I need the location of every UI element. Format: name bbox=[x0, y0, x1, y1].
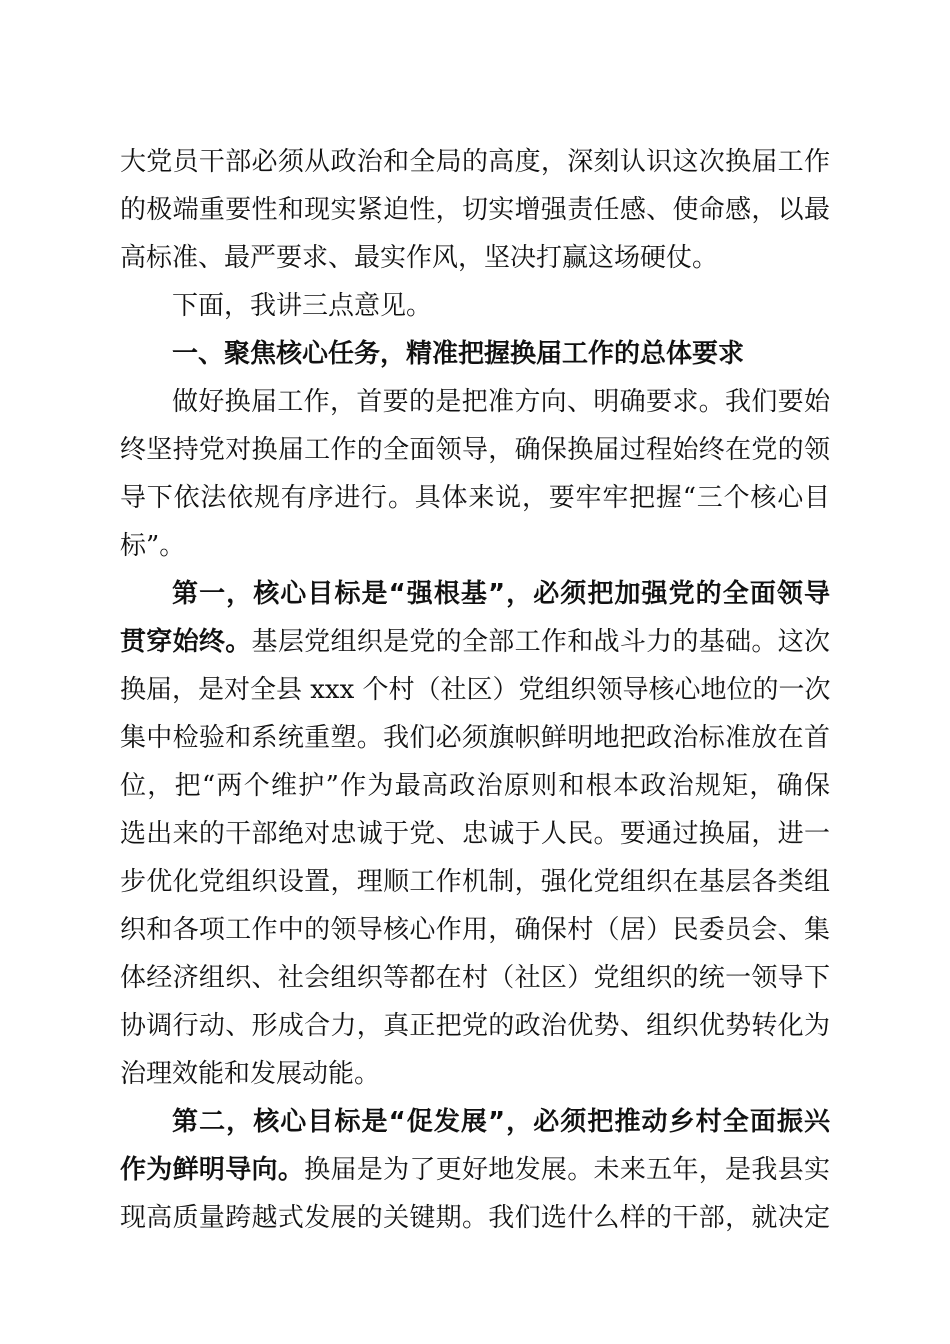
paragraph-line: 选出来的干部绝对忠诚于党、忠诚于人民。要通过换届，进一 bbox=[120, 819, 830, 849]
paragraph-line: 位，把“两个维护”作为最高政治原则和根本政治规矩，确保 bbox=[120, 771, 830, 801]
paragraph-line: 现高质量跨越式发展的关键期。我们选什么样的干部，就决定 bbox=[120, 1203, 830, 1233]
subheading-line: 第二，核心目标是“促发展”，必须把推动乡村全面振兴 bbox=[172, 1107, 830, 1137]
section-heading: 一、聚焦核心任务，精准把握换届工作的总体要求 bbox=[172, 339, 745, 369]
paragraph-line: 大党员干部必须从政治和全局的高度，深刻认识这次换届工作 bbox=[120, 147, 830, 177]
paragraph-line bbox=[120, 622, 830, 662]
paragraph-line: 做好换届工作，首要的是把准方向、明确要求。我们要始 bbox=[172, 387, 830, 417]
paragraph-line: 终坚持党对换届工作的全面领导，确保换届过程始终在党的领 bbox=[120, 435, 830, 465]
paragraph-line: 标”。 bbox=[120, 531, 186, 561]
subheading-continuation: 作为鲜明导向。 bbox=[120, 1155, 305, 1185]
paragraph-line: 导下依法依规有序进行。具体来说，要牢牢把握“三个核心目 bbox=[120, 483, 830, 513]
paragraph-line: 治理效能和发展动能。 bbox=[120, 1059, 381, 1089]
paragraph-text: 基层党组织是党的全部工作和战斗力的基础。这次 bbox=[251, 627, 830, 657]
subheading-continuation: 贯穿始终。 bbox=[120, 627, 252, 657]
subheading-line: 第一，核心目标是“强根基”，必须把加强党的全面领导 bbox=[172, 579, 830, 609]
paragraph-line: 换届，是对全县 xxx 个村（社区）党组织领导核心地位的一次 bbox=[120, 675, 831, 705]
paragraph-line: 下面，我讲三点意见。 bbox=[172, 291, 433, 321]
paragraph-line: 织和各项工作中的领导核心作用，确保村（居）民委员会、集 bbox=[120, 915, 830, 945]
paragraph-line: 的极端重要性和现实紧迫性，切实增强责任感、使命感，以最 bbox=[120, 195, 830, 225]
paragraph-line: 高标准、最严要求、最实作风，坚决打赢这场硬仗。 bbox=[120, 243, 719, 273]
paragraph-line: 协调行动、形成合力，真正把党的政治优势、组织优势转化为 bbox=[120, 1011, 830, 1041]
paragraph-line: 体经济组织、社会组织等都在村（社区）党组织的统一领导下 bbox=[120, 963, 830, 993]
paragraph-line: 集中检验和系统重塑。我们必须旗帜鲜明地把政治标准放在首 bbox=[120, 723, 830, 753]
paragraph-line: 步优化党组织设置，理顺工作机制，强化党组织在基层各类组 bbox=[120, 867, 830, 897]
paragraph-line bbox=[120, 1150, 830, 1190]
paragraph-text: 换届是为了更好地发展。未来五年，是我县实 bbox=[304, 1155, 830, 1185]
